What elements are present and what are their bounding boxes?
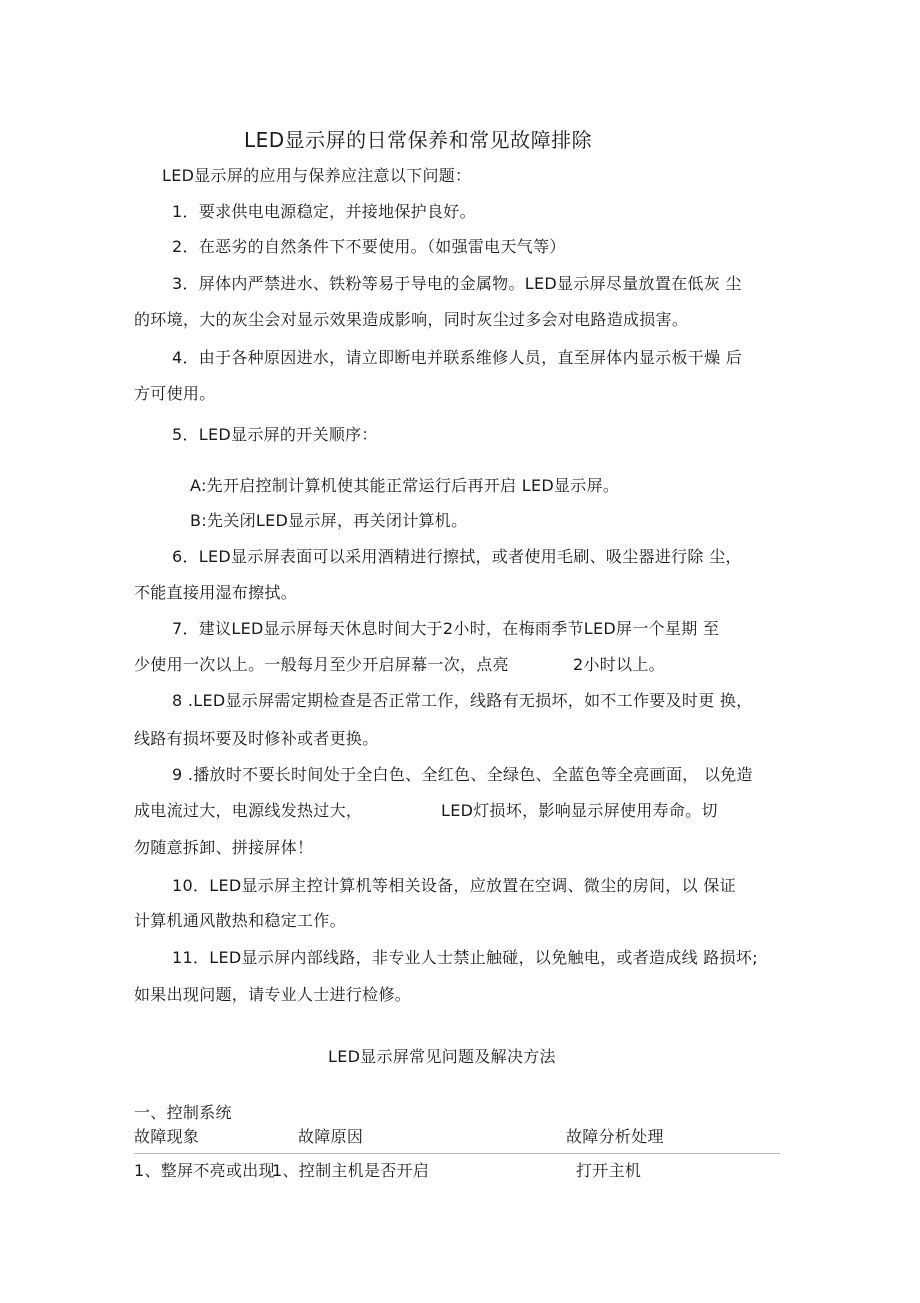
intro-paragraph: LED显示屏的应用与保养应注意以下问题： bbox=[162, 166, 472, 185]
table-cell-symptom: 1、整屏不亮或出现 bbox=[134, 1161, 275, 1180]
item-4-line-1: 4．由于各种原因进水，请立即断电并联系维修人员，直至屏体内显示板干燥 后 bbox=[172, 348, 743, 367]
item-6-line-2: 不能直接用湿布擦拭。 bbox=[134, 583, 298, 602]
section-heading-control-system: 一、控制系统 bbox=[134, 1103, 232, 1122]
item-10-line-1: 10．LED显示屏主控计算机等相关设备，应放置在空调、微尘的房间，以 保证 bbox=[172, 876, 736, 895]
document-title: LED显示屏的日常保养和常见故障排除 bbox=[244, 128, 593, 152]
item-9-line-2: 成电流过大，电源线发热过大， bbox=[134, 801, 363, 820]
table-divider bbox=[134, 1153, 780, 1154]
item-4-line-2: 方可使用。 bbox=[134, 384, 216, 403]
item-1: 1．要求供电电源稳定，并接地保护良好。 bbox=[172, 202, 476, 221]
table-cell-handling: 打开主机 bbox=[576, 1161, 642, 1180]
item-11-line-2: 如果出现问题，请专业人士进行检修。 bbox=[134, 985, 412, 1004]
item-7-line-1: 7．建议LED显示屏每天休息时间大于2小时，在梅雨季节LED屏一个星期 至 bbox=[172, 619, 720, 638]
item-9-line-3: 勿随意拆卸、拼接屏体！ bbox=[134, 838, 314, 857]
item-5-step-b: B:先关闭LED显示屏，再关闭计算机。 bbox=[190, 511, 468, 530]
section-title-faq: LED显示屏常见问题及解决方法 bbox=[328, 1047, 556, 1066]
item-2: 2．在恶劣的自然条件下不要使用。（如强雷电天气等） bbox=[172, 237, 566, 256]
item-9-line-1: 9 .播放时不要长时间处于全白色、全红色、全绿色、全蓝色等全亮画面， 以免造 bbox=[172, 765, 753, 784]
item-11-line-1: 11．LED显示屏内部线路，非专业人士禁止触碰，以免触电，或者造成线 路损坏; bbox=[172, 948, 758, 967]
item-3-line-2: 的环境，大的灰尘会对显示效果造成影响，同时灰尘过多会对电路造成损害。 bbox=[134, 310, 689, 329]
item-3-line-1: 3．屏体内严禁进水、铁粉等易于导电的金属物。LED显示屏尽量放置在低灰 尘 bbox=[172, 274, 742, 293]
table-header-symptom: 故障现象 bbox=[134, 1127, 200, 1146]
table-header-cause: 故障原因 bbox=[298, 1127, 364, 1146]
item-10-line-2: 计算机通风散热和稳定工作。 bbox=[134, 911, 346, 930]
item-7-line-2-tail: 2小时以上。 bbox=[573, 655, 665, 674]
item-8-line-1: 8 .LED显示屏需定期检查是否正常工作，线路有无损坏，如不工作要及时更 换， bbox=[172, 691, 753, 710]
table-cell-cause: 1、控制主机是否开启 bbox=[272, 1161, 430, 1180]
item-6-line-1: 6．LED显示屏表面可以采用酒精进行擦拭，或者使用毛刷、吸尘器进行除 尘， bbox=[172, 547, 742, 566]
item-5-step-a: A:先开启控制计算机使其能正常运行后再开启 LED显示屏。 bbox=[190, 476, 620, 495]
item-7-line-2: 少使用一次以上。一般每月至少开启屏幕一次，点亮 bbox=[134, 655, 509, 674]
item-5: 5．LED显示屏的开关顺序： bbox=[172, 425, 378, 444]
item-8-line-2: 线路有损坏要及时修补或者更换。 bbox=[134, 729, 379, 748]
item-9-line-2-tail: LED灯损坏，影响显示屏使用寿命。切 bbox=[441, 801, 718, 820]
table-header-handling: 故障分析处理 bbox=[566, 1127, 664, 1146]
